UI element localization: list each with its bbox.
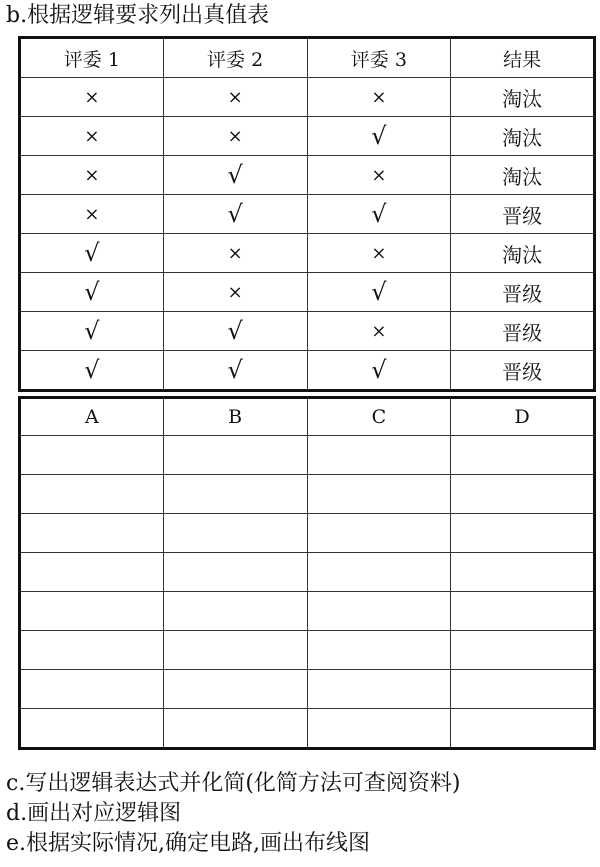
judge-3-vote-cell: √ bbox=[307, 273, 451, 312]
header-d: D bbox=[451, 398, 595, 436]
judge-3-vote-cell: × bbox=[307, 234, 451, 273]
judge-3-vote-cell: × bbox=[307, 156, 451, 195]
section-b-heading: b.根据逻辑要求列出真值表 bbox=[6, 3, 270, 28]
judge-2-vote-cell: √ bbox=[163, 195, 307, 234]
header-judge-2: 评委 2 bbox=[163, 38, 307, 78]
answer-cell bbox=[20, 475, 164, 514]
judge-2-vote-cell: √ bbox=[163, 156, 307, 195]
truth-table bbox=[18, 36, 596, 392]
header-c: C bbox=[307, 398, 451, 436]
judge-1-vote-cell: × bbox=[20, 78, 164, 117]
judge-3-vote-cell: √ bbox=[307, 351, 451, 391]
answer-table-row bbox=[20, 436, 595, 475]
judge-1-vote-cell: √ bbox=[20, 312, 164, 351]
answer-cell bbox=[451, 670, 595, 709]
truth-table-row bbox=[20, 156, 595, 195]
answer-table-header-row bbox=[20, 398, 595, 436]
answer-cell bbox=[20, 670, 164, 709]
truth-table-header-row bbox=[20, 38, 595, 78]
answer-cell bbox=[163, 475, 307, 514]
answer-cell bbox=[307, 670, 451, 709]
answer-table-row bbox=[20, 553, 595, 592]
header-judge-1: 评委 1 bbox=[20, 38, 164, 78]
answer-cell bbox=[163, 592, 307, 631]
instruction-d: d.画出对应逻辑图 bbox=[6, 801, 182, 826]
truth-table-row bbox=[20, 234, 595, 273]
answer-cell bbox=[163, 631, 307, 670]
judge-3-vote-cell: × bbox=[307, 78, 451, 117]
judge-2-vote-cell: × bbox=[163, 273, 307, 312]
judge-3-vote-cell: √ bbox=[307, 117, 451, 156]
judge-1-vote-cell: √ bbox=[20, 273, 164, 312]
answer-cell bbox=[307, 709, 451, 749]
answer-cell bbox=[451, 475, 595, 514]
answer-cell bbox=[20, 592, 164, 631]
result-cell: 淘汰 bbox=[451, 234, 595, 273]
judge-3-vote-cell: × bbox=[307, 312, 451, 351]
answer-table-row bbox=[20, 709, 595, 749]
answer-cell bbox=[163, 436, 307, 475]
answer-cell bbox=[163, 670, 307, 709]
judge-2-vote-cell: × bbox=[163, 117, 307, 156]
result-cell: 淘汰 bbox=[451, 117, 595, 156]
header-b: B bbox=[163, 398, 307, 436]
answer-cell bbox=[451, 514, 595, 553]
answer-table-row bbox=[20, 631, 595, 670]
judge-2-vote-cell: × bbox=[163, 78, 307, 117]
header-result: 结果 bbox=[451, 38, 595, 78]
result-cell: 晋级 bbox=[451, 195, 595, 234]
judge-2-vote-cell: × bbox=[163, 234, 307, 273]
judge-1-vote-cell: × bbox=[20, 156, 164, 195]
truth-table-row bbox=[20, 312, 595, 351]
answer-cell bbox=[451, 631, 595, 670]
result-cell: 淘汰 bbox=[451, 156, 595, 195]
result-cell: 晋级 bbox=[451, 351, 595, 391]
judge-3-vote-cell: √ bbox=[307, 195, 451, 234]
answer-cell bbox=[20, 514, 164, 553]
truth-table-row bbox=[20, 273, 595, 312]
answer-table-row bbox=[20, 592, 595, 631]
answer-cell bbox=[307, 514, 451, 553]
answer-cell bbox=[451, 709, 595, 749]
answer-table-row bbox=[20, 475, 595, 514]
answer-cell bbox=[163, 553, 307, 592]
instruction-e: e.根据实际情况,确定电路,画出布线图 bbox=[6, 831, 371, 856]
answer-cell bbox=[20, 436, 164, 475]
answer-cell bbox=[20, 631, 164, 670]
header-judge-3: 评委 3 bbox=[307, 38, 451, 78]
answer-cell bbox=[307, 631, 451, 670]
answer-cell bbox=[20, 553, 164, 592]
truth-table-row bbox=[20, 351, 595, 391]
judge-2-vote-cell: √ bbox=[163, 312, 307, 351]
answer-table-row bbox=[20, 670, 595, 709]
truth-table-row bbox=[20, 78, 595, 117]
judge-1-vote-cell: × bbox=[20, 195, 164, 234]
answer-cell bbox=[307, 553, 451, 592]
judge-1-vote-cell: × bbox=[20, 117, 164, 156]
answer-cell bbox=[163, 514, 307, 553]
result-cell: 晋级 bbox=[451, 273, 595, 312]
answer-cell bbox=[163, 709, 307, 749]
judge-1-vote-cell: √ bbox=[20, 234, 164, 273]
truth-table-row bbox=[20, 195, 595, 234]
result-cell: 淘汰 bbox=[451, 78, 595, 117]
answer-cell bbox=[451, 592, 595, 631]
answer-cell bbox=[451, 436, 595, 475]
header-a: A bbox=[20, 398, 164, 436]
answer-cell bbox=[20, 709, 164, 749]
answer-table-row bbox=[20, 514, 595, 553]
judge-1-vote-cell: √ bbox=[20, 351, 164, 391]
instruction-c: c.写出逻辑表达式并化简(化简方法可查阅资料) bbox=[6, 771, 461, 796]
judge-2-vote-cell: √ bbox=[163, 351, 307, 391]
answer-table bbox=[18, 396, 596, 750]
answer-cell bbox=[451, 553, 595, 592]
answer-cell bbox=[307, 592, 451, 631]
result-cell: 晋级 bbox=[451, 312, 595, 351]
answer-cell bbox=[307, 475, 451, 514]
answer-cell bbox=[307, 436, 451, 475]
truth-table-row bbox=[20, 117, 595, 156]
